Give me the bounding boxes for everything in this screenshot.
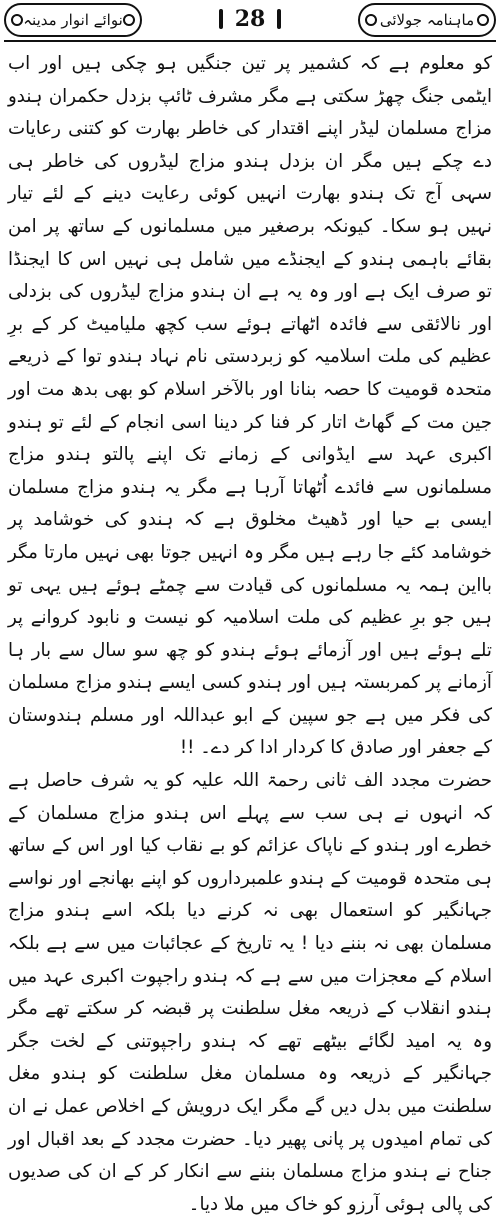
article-body [8,48,492,1215]
magazine-title-label: ماہنامہ جولائی [358,3,496,37]
publication-name-label: نوائے انوار مدینہ [4,3,142,37]
page-header [4,2,496,40]
header-divider [4,40,496,42]
paragraph-2: حضرت مجدد الف ثانی رحمۃ اللہ علیہ کو یہ شرف حاصل ہے کہ انہوں نے ہی سب سے پہلے اس ہندو مزاج مسلمان کے خطرے اور ہندو کے ناپاک عزائم کو بے نقاب کیا اور اس کے ساتھ ہی متحدہ قومیت کے ہندو علمبرداروں کو اپنے بھانجے اور نواسے جہانگیر کو استعمال بھی نہ کرنے دیا بلکہ اسے ہندو مزاج مسلمان بھی نہ بننے دیا ! یہ تاریخ کے عجائبات میں سے ہے بلکہ اسلام کے معجزات میں سے ہے کہ ہندو راجپوت اکبری عہد میں ہندو انقلاب کے ذریعہ مغل سلطنت پر قبضہ کر سکتے تھے مگر وہ یہ امید لگائے بیٹھے تھے کہ ہندو راجپوتنی کے لخت جگر جہانگیر کے ذریعہ وہ مسلمان مغل سلطنت کو ہندو مغل سلطنت میں بدل دیں گے مگر ایک درویش کے اخلاص عمل نے ان کی تمام امیدوں پر پانی پھیر دیا۔ حضرت مجدد کے بعد اقبال اور جناح نے ہندو مزاج مسلمان بننے سے انکار کر کے ان کی صدیوں کی پالی ہوئی آرزو کو خاک میں ملا دیا۔ [8,770,492,1215]
paragraph-1: کو معلوم ہے کہ کشمیر پر تین جنگیں ہو چکی ہیں اور اب ایٹمی جنگ چھڑ سکتی ہے مگر مشرف ٹائپ بزدل حکمران ہندو مزاج مسلمان لیڈر اپنے اقتدار کی خاطر بھارت کو کتنی رعایات دے چکے ہیں مگر ان بزدل ہندو مزاج لیڈروں کی خاطر ہی سہی آج تک ہندو بھارت انہیں کوئی رعایت دینے کے لئے تیار نہیں ہو سکا۔ کیونکہ برصغیر میں مسلمانوں کے ساتھ پر امن بقائے باہمی ہندو کے ایجنڈے میں شامل ہی نہیں اس کا ایجنڈا تو صرف ایک ہے اور وہ یہ ہے ان ہندو مزاج لیڈروں کی بزدلی اور نالائقی سے فائدہ اٹھاتے ہوئے سب کچھ ملیامیٹ کر کے برِ عظیم کی ملت اسلامیہ کو زبردستی نام نہاد ہندو توا کے ذریعے متحدہ قومیت کا حصہ بنانا اور بالآخر اسلام کو بھی بدھ مت اور جین مت کے گھاٹ اتار کر فنا کر دینا اسی انجام کے لئے تو ہندو اکبری عہد سے ایڈوانی کے زمانے تک اپنے پالتو ہندو مزاج مسلمانوں سے فائدے اُٹھاتا آرہا ہے مگر یہ ہندو مزاج مسلمان ایسی بے حیا اور ڈھیٹ مخلوق ہے کہ ہندو کی خوشامد پر خوشامد کئے جا رہے ہیں مگر وہ انہیں جوتا بھی نہیں مارتا مگر بااین ہمہ یہ مسلمانوں کی قیادت سے چمٹے ہوئے ہیں یہی تو ہیں جو برِ عظیم کی ملت اسلامیہ کو نیست و نابود کروانے پر تلے ہوئے ہیں اور آزمائے ہوئے ہندو کو چھ سو سال سے بار ہا آزمانے پر کمربستہ ہیں اور ہندو کسی ایسے ہندو مزاج مسلمان کی فکر میں ہے جو سپین کے ابو عبداللہ اور مسلم ہندوستان کے جعفر اور صادق کا کردار ادا کر دے۔ !! [8,53,492,759]
page-number: 28 [219,4,281,34]
